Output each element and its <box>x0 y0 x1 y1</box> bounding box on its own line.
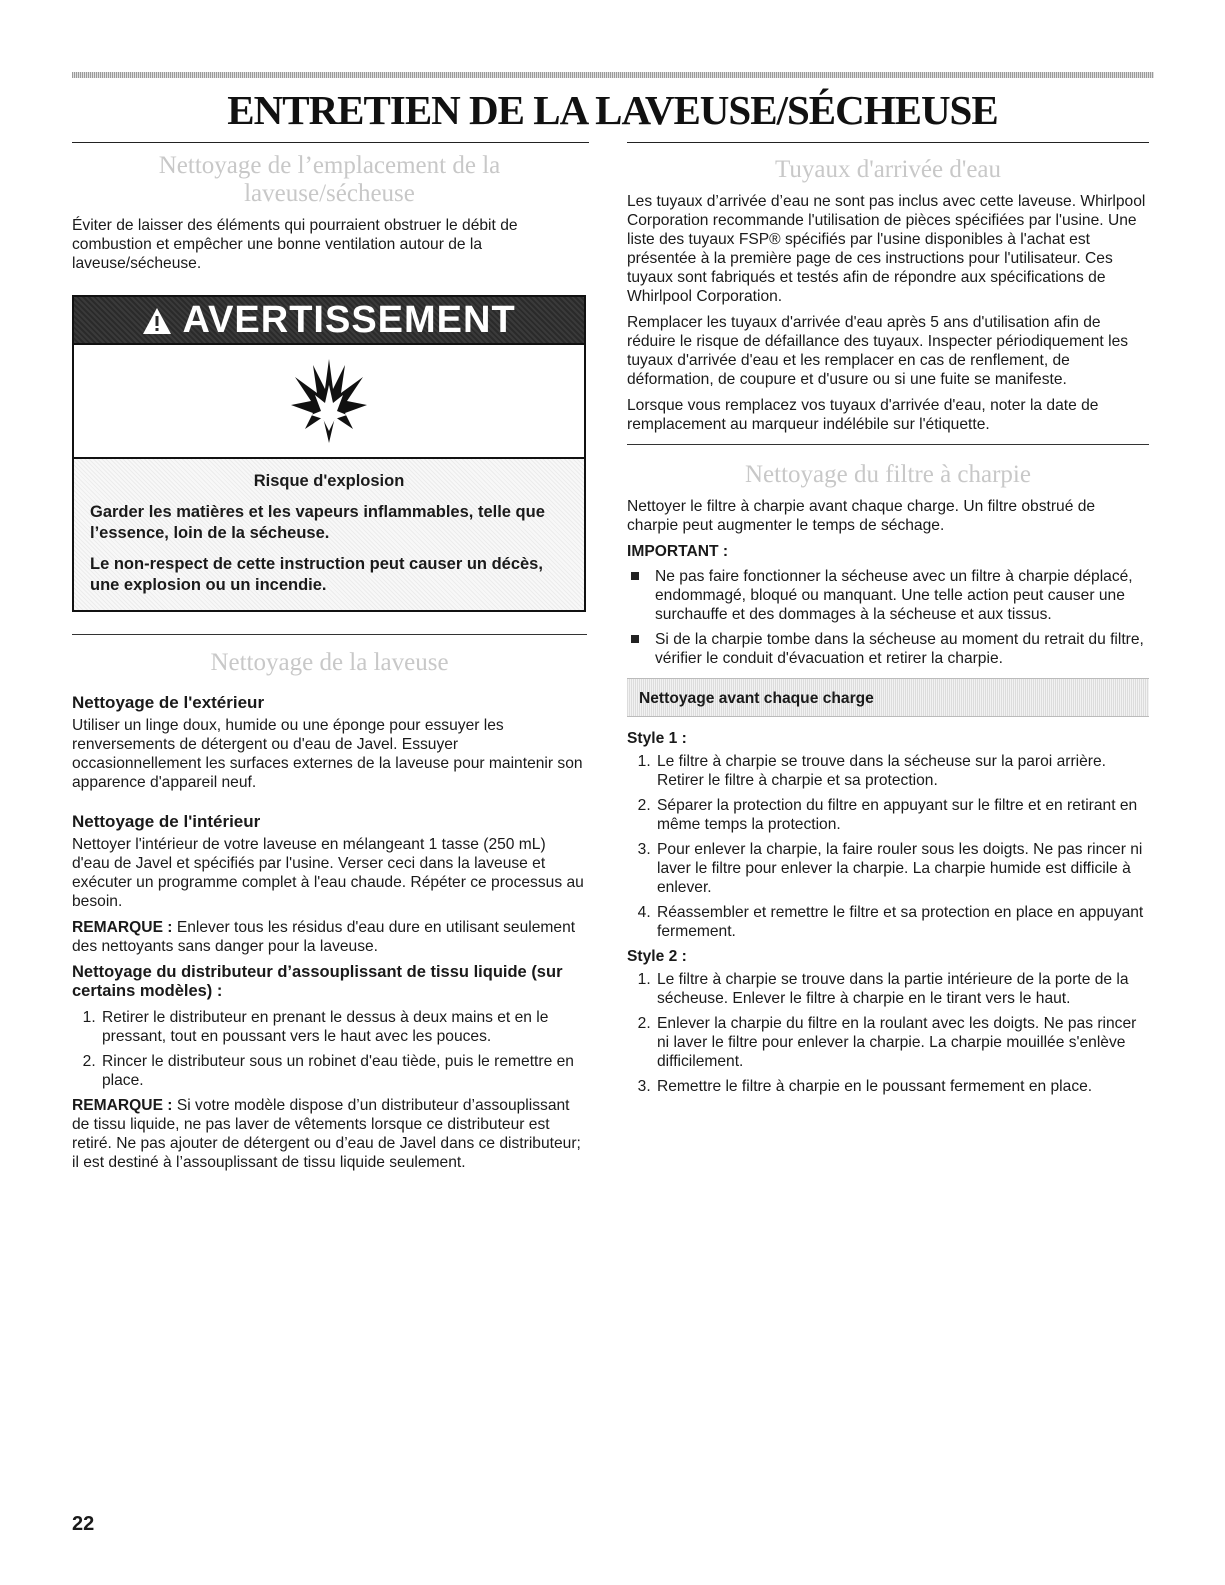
tuyaux-paragraph-2: Remplacer les tuyaux d'arrivée d'eau après 5 ans d'utilisation afin de réduire le risque de défaillance des tuyaux. Inspecter périodiquement les tuyaux d'arrivée d'eau et les remplacer en cas de renflement, de déformation, de coupure et d'usure ou si une fuite se manifeste. <box>627 314 1129 388</box>
top-rule <box>72 72 1154 78</box>
style-1-steps <box>627 752 1149 941</box>
tuyaux-paragraph-1: Les tuyaux d’arrivée d’eau ne sont pas inclus avec cette laveuse. Whirlpool Corporation recommande l'utilisation de pièces spécifiées par l'usine. Une liste des tuyaux FSP® spécifiés par l'usine disponibles à l'achat est présentée à la première page de ces instructions pour l'utilisateur. Ces tuyaux sont fabriqués et testés afin de répondre aux spécifications de Whirlpool Corporation. <box>627 193 1146 305</box>
page-title: ENTRETIEN DE LA LAVEUSE/SÉCHEUSE <box>227 87 998 133</box>
interieur-title: Nettoyage de l'intérieur <box>72 812 261 831</box>
warning-line-1: Garder les matières et les vapeurs inflammables, telle que l’essence, loin de la sécheuse. <box>90 503 545 542</box>
list-item: Si de la charpie tombe dans la sécheuse au moment du retrait du filtre, vérifier le conduit d'évacuation et retirer la charpie. <box>655 630 1149 668</box>
left-column <box>72 150 587 1179</box>
interieur-paragraph: Nettoyer l'intérieur de votre laveuse en mélangeant 1 tasse (250 mL) d'eau de Javel et spécifiés par l'usine. Verser ceci dans la laveuse et exécuter un programme complet à l'eau chaude. Répéter ce processus au besoin. <box>72 836 584 910</box>
band-nettoyage-charge: Nettoyage avant chaque charge <box>627 678 1149 717</box>
style-2-label: Style 2 : <box>627 948 687 965</box>
warning-line-2: Le non-respect de cette instruction peut causer un décès, une explosion ou un incendie. <box>90 555 543 594</box>
section-title-filtre: Nettoyage du filtre à charpie <box>745 461 1031 488</box>
list-item: 1. Le filtre à charpie se trouve dans la sécheuse sur la paroi arrière. Retirer le filtre à charpie et sa protection. <box>655 752 1149 790</box>
warning-risk: Risque d'explosion <box>253 472 405 490</box>
filtre-paragraph: Nettoyer le filtre à charpie avant chaque charge. Un filtre obstrué de charpie peut augmenter le temps de séchage. <box>627 498 1096 534</box>
divider <box>627 444 1149 445</box>
section-title-laveuse: Nettoyage de la laveuse <box>210 649 449 676</box>
exterieur-title: Nettoyage de l'extérieur <box>72 693 265 712</box>
list-item: 2. Enlever la charpie du filtre en la roulant avec les doigts. Ne pas rincer ni laver le filtre pour enlever la charpie. La charpie mouillée s'enlève difficilement. <box>655 1014 1149 1071</box>
list-item: 3. Remettre le filtre à charpie en le poussant fermement en place. <box>655 1077 1149 1096</box>
list-item: 4. Réassembler et remettre le filtre et sa protection en place en appuyant fermement. <box>655 903 1149 941</box>
distributeur-steps <box>72 1008 587 1090</box>
warning-box <box>72 295 586 612</box>
note-2-text: Si votre modèle dispose d’un distributeur d’assouplissant de tissu liquide, ne pas laver de vêtements lorsque ce distributeur est retiré. Ne pas ajouter de détergent ou d’eau de Javel dans ce distributeur; il est destiné à l’assouplissant de tissu liquide seulement. <box>72 1097 581 1171</box>
note-1-label: REMARQUE : <box>72 919 173 936</box>
explosion-icon <box>74 345 584 459</box>
list-item: 2. Rincer le distributeur sous un robinet d'eau tiède, puis le remettre en place. <box>100 1052 587 1090</box>
list-item: 2. Séparer la protection du filtre en appuyant sur le filtre et en retirant en même temps la protection. <box>655 796 1149 834</box>
note-2 <box>72 1096 587 1172</box>
list-item: 1. Retirer le distributeur en prenant le dessus à deux mains et en le pressant, tout en poussant vers le haut avec les pouces. <box>100 1008 587 1046</box>
section-title-tuyaux: Tuyaux d'arrivée d'eau <box>774 156 1002 183</box>
list-item: 3. Pour enlever la charpie, la faire rouler sous les doigts. Ne pas rincer ni laver le filtre pour enlever la charpie. La charpie humide est difficile à enlever. <box>655 840 1149 897</box>
exterieur-paragraph: Utiliser un linge doux, humide ou une éponge pour essuyer les renversements de détergent ou d'eau de Javel. Essuyer occasionnellement les surfaces externes de la laveuse pour maintenir son apparence d'appareil neuf. <box>72 717 583 791</box>
emplacement-paragraph: Éviter de laisser des éléments qui pourraient obstruer le débit de combustion et empêcher une bonne ventilation autour de la laveuse/sécheuse. <box>72 217 518 272</box>
page-number: 22 <box>72 1513 95 1535</box>
warning-body <box>74 459 584 610</box>
style-2-steps <box>627 970 1149 1096</box>
divider <box>72 634 587 635</box>
warning-header <box>74 297 584 345</box>
style-1-label: Style 1 : <box>627 730 687 747</box>
note-2-label: REMARQUE : <box>72 1097 173 1114</box>
note-1-text: Enlever tous les résidus d'eau dure en utilisant seulement des nettoyants sans danger pour la laveuse. <box>72 919 576 955</box>
title-rule-right <box>627 142 1149 143</box>
note-1 <box>72 918 587 956</box>
distributeur-title: Nettoyage du distributeur d’assouplissant de tissu liquide (sur certains modèles) : <box>72 963 563 1000</box>
list-item: 1. Le filtre à charpie se trouve dans la partie intérieure de la porte de la sécheuse. Enlever le filtre à charpie en le tirant vers le haut. <box>655 970 1149 1008</box>
warning-header-label: AVERTISSEMENT <box>182 299 516 341</box>
right-column <box>627 150 1149 1102</box>
warning-triangle-icon <box>142 299 182 341</box>
section-title-emplacement: Nettoyage de l’emplacement de la laveuse/sécheuse <box>158 152 501 207</box>
important-label: IMPORTANT : <box>627 543 729 560</box>
list-item: Ne pas faire fonctionner la sécheuse avec un filtre à charpie déplacé, endommagé, bloqué ou manquant. Une telle action peut causer une surchauffe et des dommages à la sécheuse et aux tissus. <box>655 567 1149 624</box>
title-rule-left <box>72 142 589 143</box>
tuyaux-paragraph-3: Lorsque vous remplacez vos tuyaux d'arrivée d'eau, noter la date de remplacement au marqueur indélébile sur l'étiquette. <box>627 397 1099 433</box>
important-bullets <box>627 567 1149 668</box>
